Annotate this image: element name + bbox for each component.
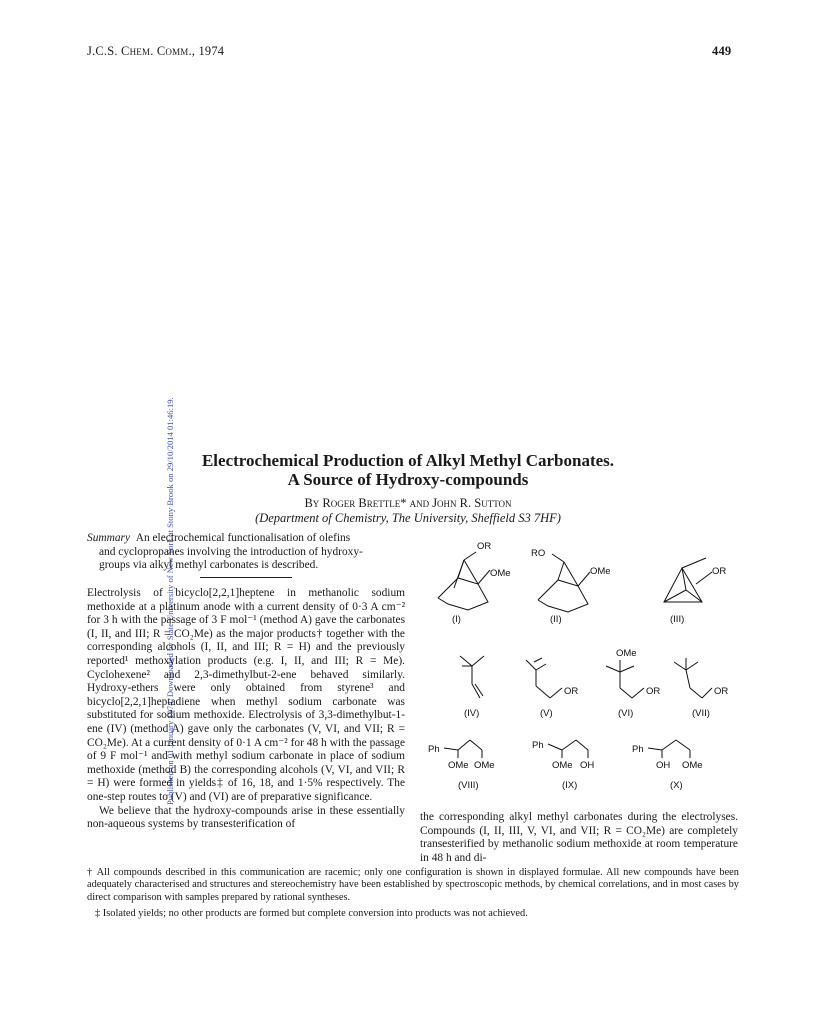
summary-line1: An electrochemical functionalisation of olefins <box>135 532 351 544</box>
group-ome-IX: OMe <box>552 760 573 771</box>
structure-V <box>526 658 578 719</box>
download-sidenote: Published on 01 January 1974. Downloaded by State University of New York at Stony Brook on 29/10/2014 01:46:19. <box>165 397 175 805</box>
group-ome-VIII-a: OMe <box>448 760 469 771</box>
group-ome-VIII-b: OMe <box>474 760 495 771</box>
label-IX: (IX) <box>562 780 578 791</box>
footnote-dagger: † All compounds described in this communication are racemic; only one configuration is shown in displayed formulae. All new compounds have been adequately characterised and structures and stereochemistry have been established by spectroscopic methods, by chemical correlations, and in most cases by direct comparison with samples prepared by rational syntheses. <box>87 867 739 903</box>
label-I: (I) <box>452 614 461 625</box>
label-VI: (VI) <box>618 708 634 719</box>
structure-VII <box>674 658 728 719</box>
body-paragraph-2: We believe that the hydroxy-compounds arise in these essentially non-aqueous systems by transesterification of <box>87 804 405 831</box>
label-II: (II) <box>550 614 562 625</box>
group-oh-IX: OH <box>580 760 595 771</box>
label-VII: (VII) <box>692 708 710 719</box>
group-ph-X: Ph <box>632 744 644 755</box>
article-authors: By Roger Brettle* and John R. Sutton <box>304 496 512 510</box>
group-ro-II: RO <box>531 548 546 559</box>
group-ph-IX: Ph <box>532 740 544 751</box>
body-right-column <box>420 811 738 865</box>
summary-line2: and cyclopropanes involving the introduction of hydroxy- <box>99 545 363 558</box>
body-paragraph-3: the corresponding alkyl methyl carbonates during the electrolyses. Compounds (I, II, III, V, VI, and VII; R = CO₂Me) are completely transesterified by methanolic sodium methoxide at room temperature in 48 h and di- <box>420 811 738 864</box>
group-ph-VIII: Ph <box>428 744 440 755</box>
label-III: (III) <box>670 614 685 625</box>
group-or-VI: OR <box>646 686 661 697</box>
structure-VI <box>606 648 660 719</box>
structure-VIII <box>428 740 495 791</box>
body-left-column <box>87 587 405 832</box>
footnotes <box>87 867 739 925</box>
chemical-structures-figure <box>420 538 740 800</box>
group-oh-X: OH <box>656 760 671 771</box>
page-number: 449 <box>712 44 732 58</box>
structure-II <box>531 548 611 625</box>
article-title-line2: A Source of Hydroxy-compounds <box>287 470 529 489</box>
label-X: (X) <box>670 780 683 791</box>
group-or-VII: OR <box>714 686 729 697</box>
summary-line3: groups via alkyl methyl carbonates is described. <box>99 559 319 572</box>
running-header-journal: J.C.S. Chem. Comm., 1974 <box>87 44 225 58</box>
structure-III <box>664 558 726 625</box>
group-or-V: OR <box>564 686 579 697</box>
group-ome-X: OMe <box>682 760 703 771</box>
summary-block <box>87 532 405 573</box>
structure-X <box>632 740 703 791</box>
structure-I <box>438 541 511 625</box>
group-or-III: OR <box>712 566 727 577</box>
article-department: (Department of Chemistry, The University, Sheffield S3 7HF) <box>255 511 561 525</box>
label-V: (V) <box>540 708 553 719</box>
label-IV: (IV) <box>464 708 480 719</box>
footnote-double-dagger: ‡ Isolated yields; no other products are formed but complete conversion into products was not achieved. <box>95 908 528 920</box>
summary-label: Summary <box>87 532 131 544</box>
structure-IV <box>460 656 484 719</box>
structure-IX <box>532 740 594 791</box>
group-ome-I: OMe <box>490 568 511 579</box>
group-ome-VI: OMe <box>616 648 637 659</box>
group-ome-II: OMe <box>590 566 611 577</box>
article-title-line1: Electrochemical Production of Alkyl Methyl Carbonates. <box>201 451 615 470</box>
label-VIII: (VIII) <box>458 780 479 791</box>
body-paragraph-1: Electrolysis of bicyclo[2,2,1]heptene in methanolic sodium methoxide at a platinum anode with a current density of 0·3 A cm⁻² for 3 h with the passage of 3 F mol⁻¹ (method A) gave the carbonates (I, II, and III; R = CO₂Me) as the major products† together with the corresponding alcohols (I, II, and III; R = H) and the previously reported¹ methoxylation products (e.g. I, II, and III; R = Me). Cyclohexene² and 2,3-dimethylbut-2-ene behaved similarly. Hydroxy-ethers were only obtained from styrene³ and bicyclo[2,2,1]heptadiene when methyl sodium carbonate was substituted for sodium methoxide. Electrolysis of 3,3-dimethylbut-1-ene (IV) (method A) gave only the carbonates (V, VI, and VII; R = CO₂Me). At a current density of 0·1 A cm⁻² for 48 h with the passage of 9 F mol⁻¹ and with methyl sodium carbonate in place of sodium methoxide (method B) the corresponding alcohols (V, VI, and VII; R = H) were formed in yields‡ of 16, 18, and 1·5% respectively. The one-step routes to (V) and (VI) are of preparative significance. <box>87 587 405 803</box>
summary-divider <box>200 577 292 578</box>
group-or-I: OR <box>477 541 492 552</box>
